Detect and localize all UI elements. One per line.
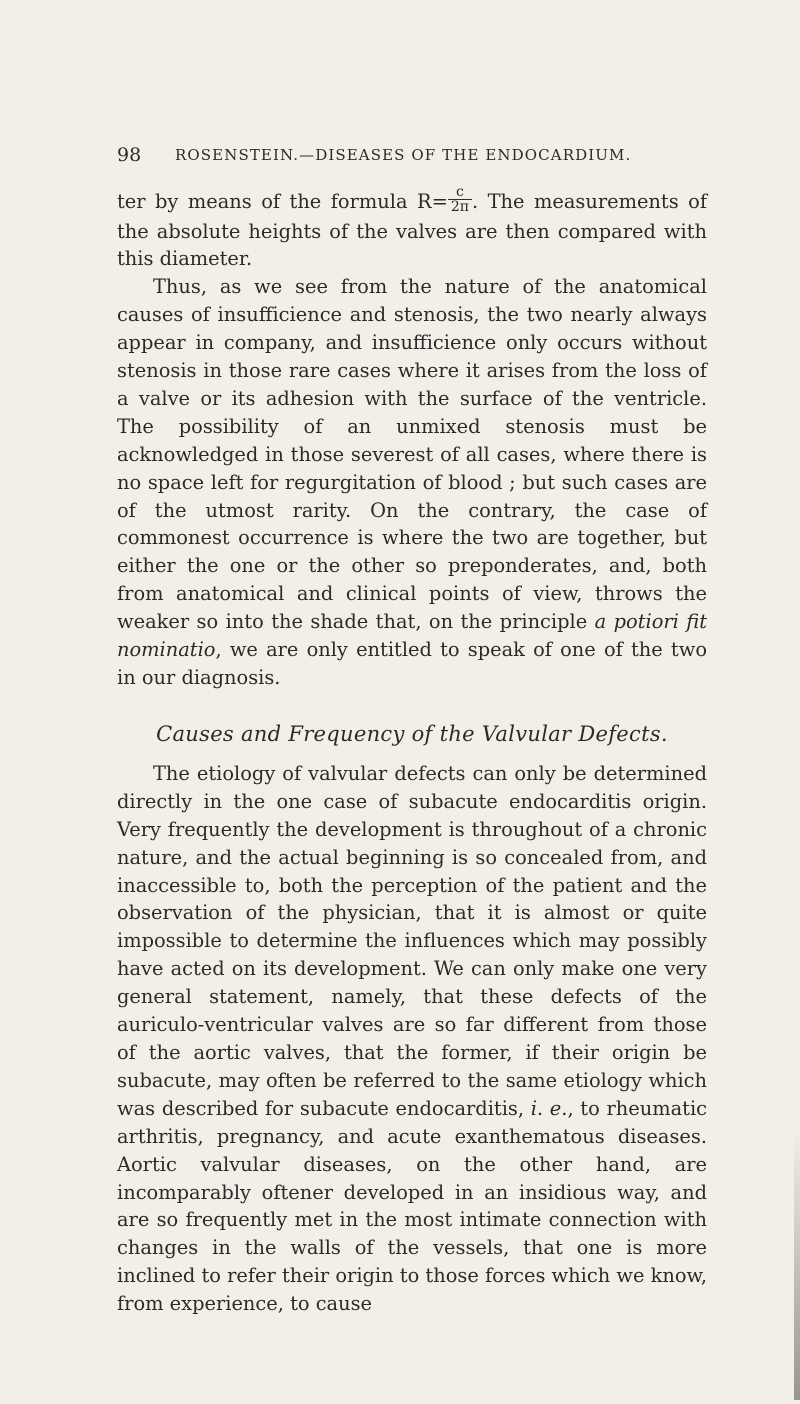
section-heading: Causes and Frequency of the Valvular Defects. [156,721,668,746]
page-edge-shadow [794,1130,800,1400]
paragraph-text: , to rheumatic arthritis, pregnancy, and acute exanthematous diseases. Aortic valvular diseases, on the other hand, are incomparably oftener developed in an insidious way, and are so frequently met in the most intimate connection with changes in the walls of the vessels, that one is more inclined to refer their origin to those forces which we know, from experience, to cause [117,1096,707,1316]
paragraph-text: , we are only entitled to speak of one of the two in our diagnosis. [117,638,707,689]
running-head: ROSENSTEIN.—DISEASES OF THE ENDOCARDIUM. [175,146,632,164]
formula [448,185,472,214]
paragraph-formula [117,183,707,273]
latin-phrase: a potiori fit nominatio [117,610,708,662]
formula-numerator: c [448,185,472,200]
paragraph-text: The etiology of valvular defects can only be determined directly in the one case of subacute endocarditis origin. Very frequently the development is throughout of a chronic nature, and the actual beginning is so concealed from, and inaccessible to, both the perception of the patient and the observation of the physician, that it is almost or quite impossible to determine the influences which may possibly have acted on its development. We can only make one very general statement, namely, that these defects of the auriculo-ventricular valves are so far different from those of the aortic valves, that the former, if their origin be subacute, may often be referred to the same etiology which was described for subacute endocarditis, [117,761,707,1120]
formula-fraction [448,185,472,214]
paragraph-etiology [117,760,707,1318]
page-header [117,144,707,168]
paragraph-text: ter by means of the formula R= [117,190,448,213]
page-body [117,183,708,1318]
paragraph-text: . The measurements of the absolute heights of the valves are then compared with this diameter. [117,190,707,271]
abbreviation-ie: i. e. [530,1096,568,1120]
page-number: 98 [117,144,142,166]
paragraph-text: Thus, as we see from the nature of the anatomical causes of insufficience and stenosis, the two nearly always appear in company, and insufficience only occurs without stenosis in those rare cases where it arises from the loss of a valve or its adhesion with the surface of the ventricle. The possibility of an unmixed stenosis must be acknowledged in those severest of all cases, where there is no space left for regurgitation of blood ; but such cases are of the utmost rarity. On the contrary, the case of commonest occurrence is where the two are together, but either the one or the other so preponderates, and, both from anatomical and clinical points of view, throws the weaker so into the shade that, on the principle [117,275,707,634]
formula-denominator: 2π [450,198,469,215]
paragraph-insufficience [117,273,707,692]
